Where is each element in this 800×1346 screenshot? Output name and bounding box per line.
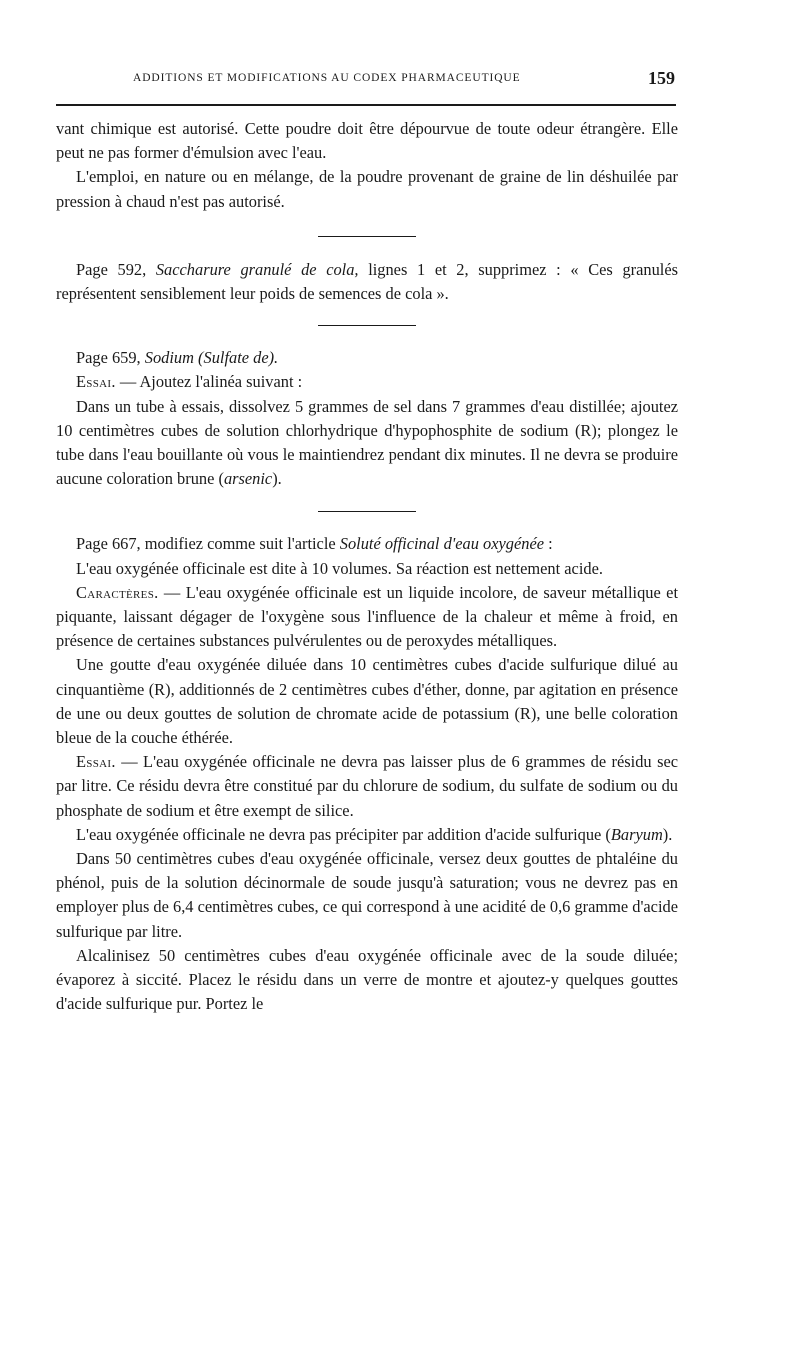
section-label: Essai. (76, 372, 116, 392)
page-body (56, 117, 678, 1017)
page-reference: Page 659, (76, 348, 141, 368)
paragraph: Une goutte d'eau oxygénée diluée dans 10 centimètres cubes d'acide sulfurique dilué au cinquantième (R), additionnés de 2 centimètres cubes d'éther, donne, par agitation en présence de une ou deux gouttes de solution de chromate acide de potassium (R), une belle coloration bleue de la couche éthérée. (56, 655, 678, 748)
article-title: Sodium (Sulfate de). (144, 348, 279, 368)
paragraph: L'eau oxygénée officinale ne devra pas précipiter par addition d'acide sulfurique (Baryum). (76, 824, 673, 844)
section-label: Caractères. (76, 582, 159, 602)
paragraph: Dans un tube à essais, dissolvez 5 grammes de sel dans 7 grammes d'eau distillée; ajoutez 10 centimètres cubes de solution chlorhydrique d'hypophosphite de sodium (R); plongez le tube dans l'eau bouillante où vous le maintiendrez pendant dix minutes. Il ne devra se produire aucune coloration brune (arsenic). (56, 396, 678, 489)
section-separator (318, 325, 416, 326)
paragraph-text: lignes 1 et 2, supprimez : « Ces granulés représentent sensiblement leur poids de semences de cola ». (56, 259, 678, 304)
page-header (125, 68, 675, 92)
paragraph: Dans 50 centimètres cubes d'eau oxygénée officinale, versez deux gouttes de phtaléine du phénol, puis de la solution décinormale de soude jusqu'à saturation; vous ne devrez pas en employer plus de 6,4 centimètres cubes, ce qui correspond à une acidité de 0,6 gramme d'acide sulfurique par litre. (56, 849, 678, 941)
paragraph: Alcalinisez 50 centimètres cubes d'eau oxygénée officinale avec de la soude diluée; évaporez à siccité. Placez le résidu dans un verre de montre et ajoutez-y quelques gouttes d'acide sulfurique pur. Portez le (56, 945, 678, 1014)
page-number: 159 (648, 68, 675, 88)
paragraph: L'eau oxygénée officinale est dite à 10 volumes. Sa réaction est nettement acide. (76, 558, 603, 578)
page-reference: Page 592, (76, 259, 147, 279)
running-head: ADDITIONS ET MODIFICATIONS AU CODEX PHARMACEUTIQUE (133, 72, 521, 84)
paragraph: Essai. — L'eau oxygénée officinale ne devra pas laisser plus de 6 grammes de résidu sec par litre. Ce résidu devra être constitué par du chlorure de sodium, du sulfate de sodium ou du phosphate de sodium et être exempt de silice. (56, 752, 678, 820)
paragraph: Page 667, modifiez comme suit l'article Soluté officinal d'eau oxygénée : (76, 534, 553, 554)
section-separator (318, 236, 416, 237)
header-rule (56, 104, 676, 106)
section-label: Essai. (76, 752, 116, 772)
paragraph: Caractères. — L'eau oxygénée officinale est un liquide incolore, de saveur métallique et piquante, laissant dégager de l'oxygène sous l'influence de la chaleur et même à froid, en présence de certaines substances pulvérulentes ou de peroxydes métalliques. (56, 582, 678, 651)
paragraph: Essai. — Ajoutez l'alinéa suivant : (76, 372, 303, 392)
paragraph: L'emploi, en nature ou en mélange, de la poudre provenant de graine de lin déshuilée par pression à chaud n'est pas autorisé. (56, 167, 678, 211)
paragraph (56, 346, 678, 370)
paragraph (56, 258, 678, 306)
section-separator (318, 511, 416, 512)
article-title: Saccharure granulé de cola, (155, 259, 359, 279)
article-title: Soluté officinal d'eau oxygénée (339, 534, 544, 554)
paragraph: vant chimique est autorisé. Cette poudre doit être dépourvue de toute odeur étrangère. Elle peut ne pas former d'émulsion avec l'eau. (56, 119, 678, 163)
page-reference: Page 667, modifiez comme suit l'article (76, 534, 336, 554)
